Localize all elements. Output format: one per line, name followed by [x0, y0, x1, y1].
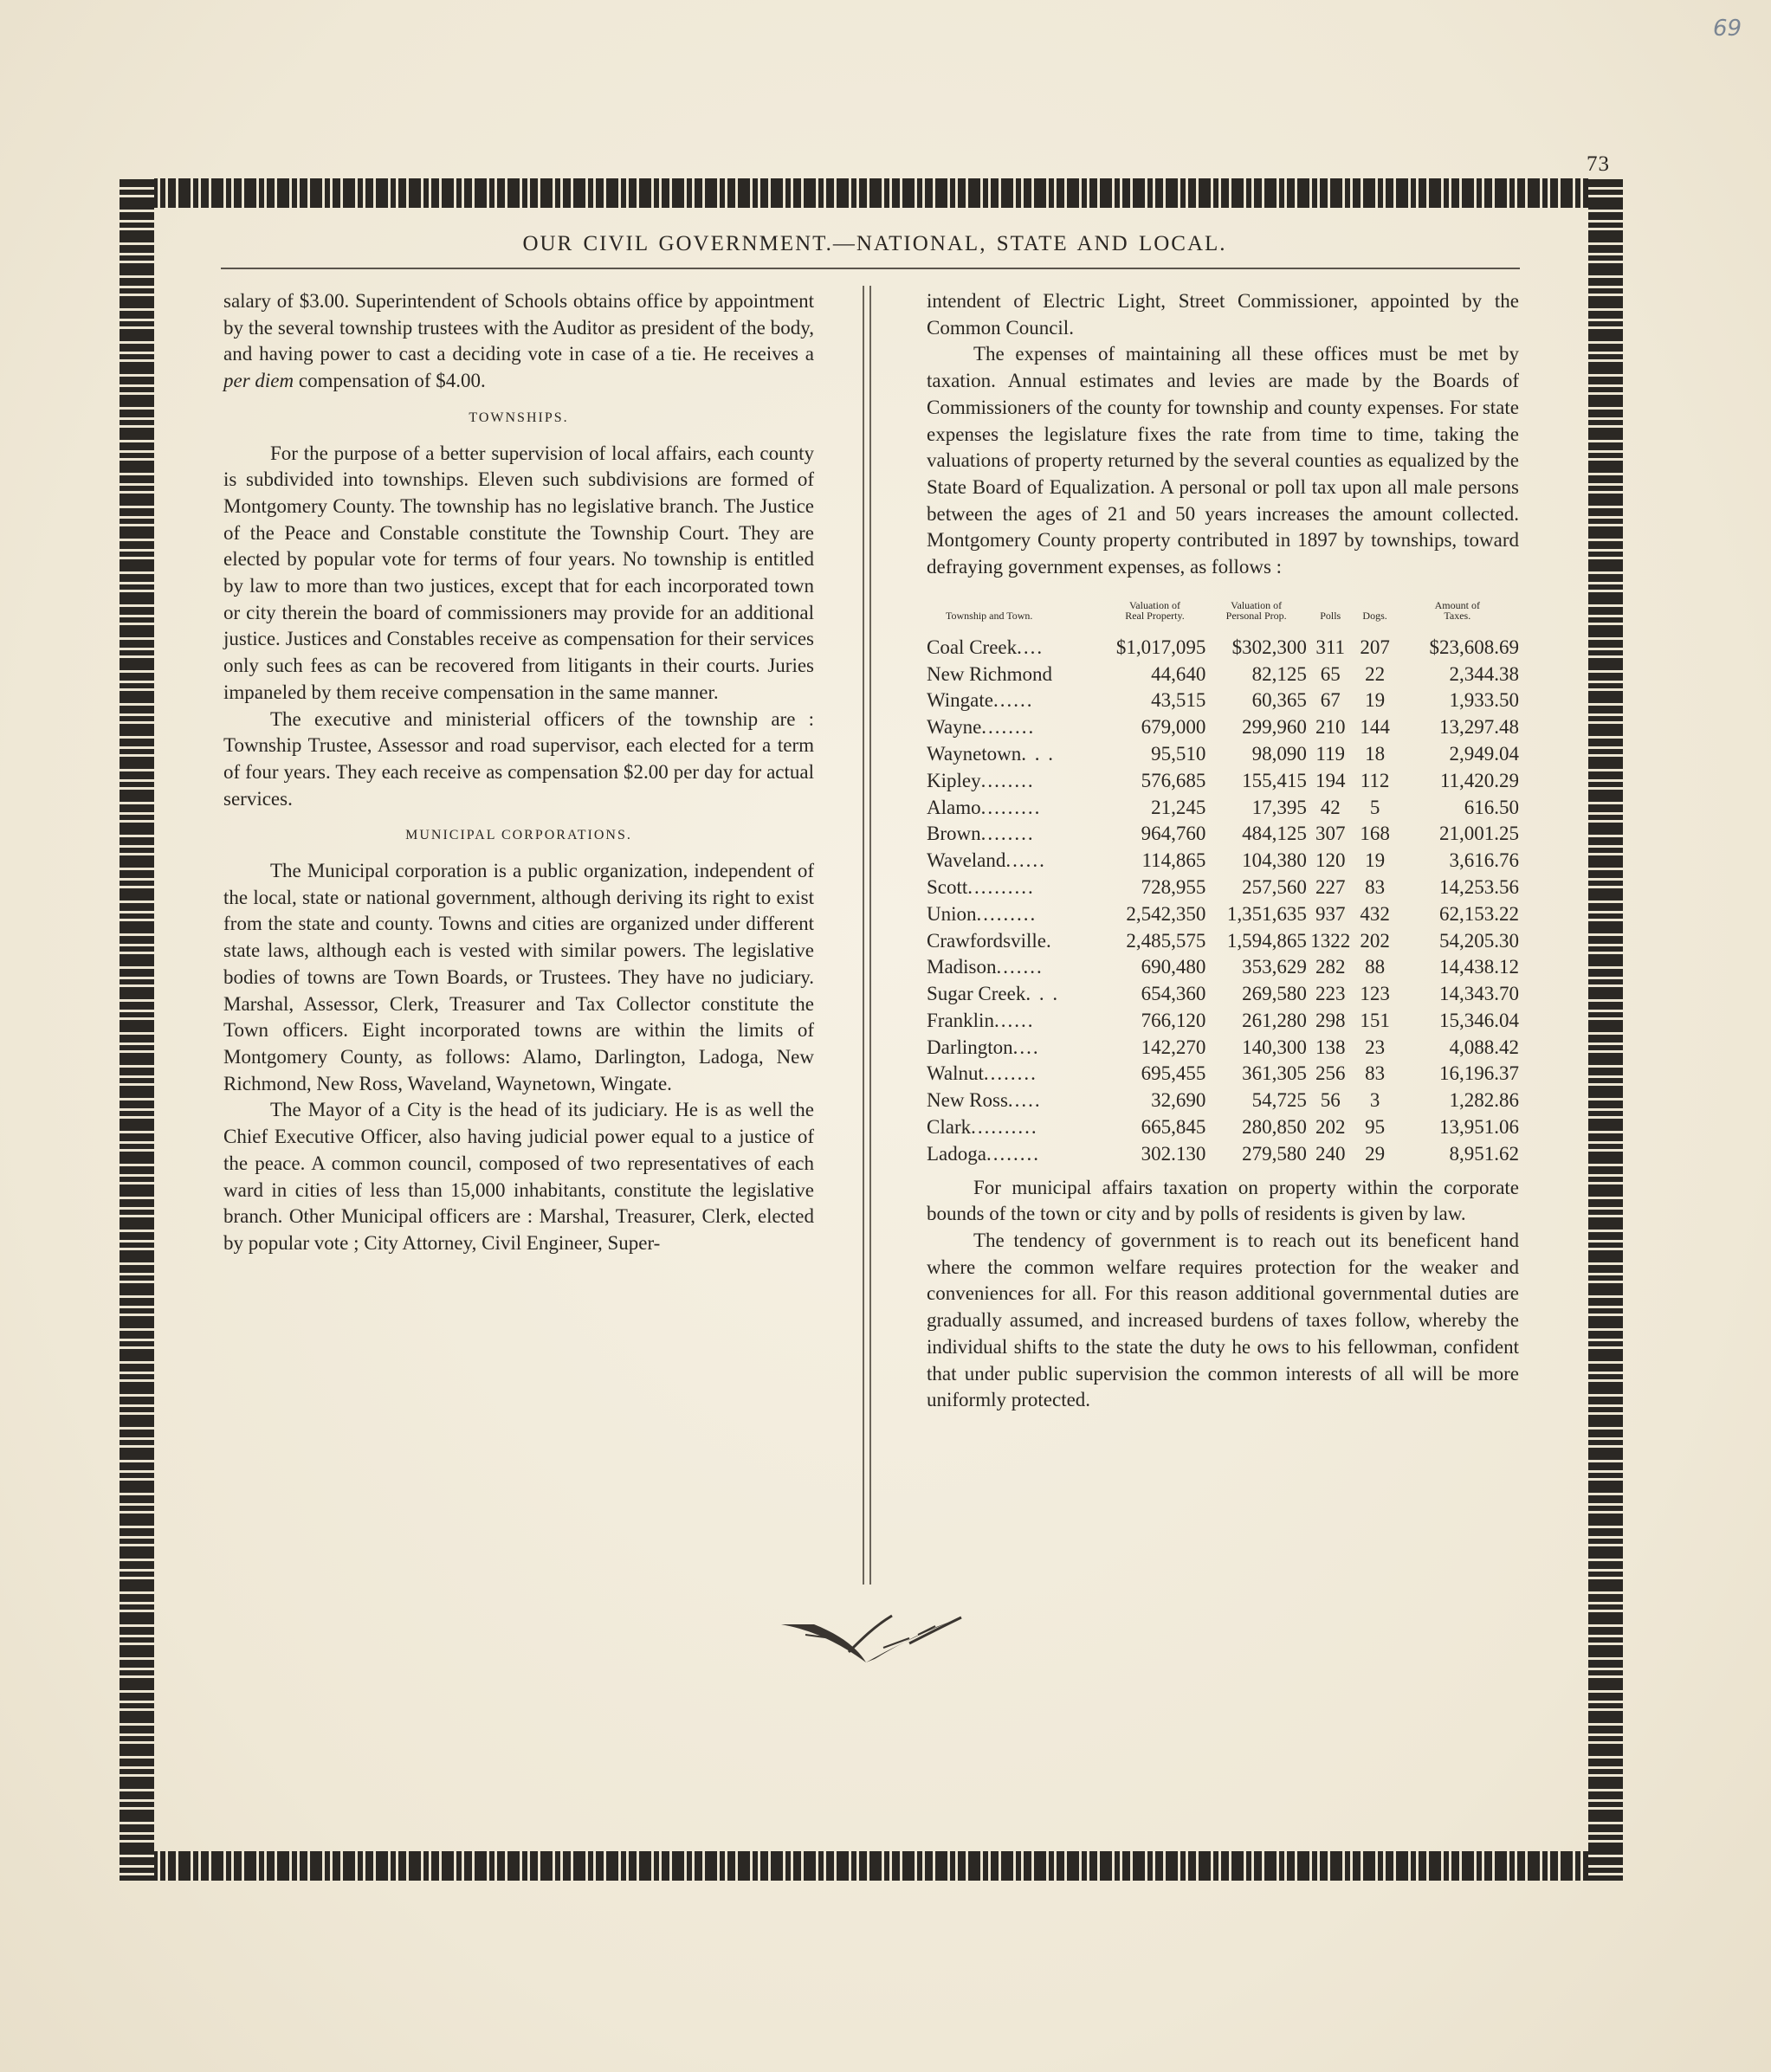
cell-taxes: 21,001.25	[1439, 823, 1519, 845]
cell-dogs: 112	[1360, 769, 1390, 791]
cell-real-property: 964,760	[1141, 823, 1206, 845]
header-real-property: Valuation of Real Property.	[1125, 598, 1185, 622]
cell-real-property: 690,480	[1141, 956, 1206, 978]
cell-real-property: 679,000	[1141, 716, 1206, 739]
cell-real-property: 576,685	[1141, 769, 1206, 791]
cell-town: Walnut........	[927, 1062, 1037, 1085]
cell-personal-property: 353,629	[1242, 956, 1307, 978]
cell-dogs: 18	[1365, 742, 1386, 765]
cell-polls: 1322	[1310, 929, 1351, 952]
cell-polls: 937	[1315, 902, 1346, 925]
cell-taxes: 15,346.04	[1439, 1009, 1519, 1031]
cell-personal-property: 361,305	[1242, 1062, 1307, 1085]
cell-real-property: 142,270	[1141, 1036, 1206, 1058]
cell-personal-property: 269,580	[1242, 983, 1307, 1005]
table-row	[927, 1008, 1519, 1035]
cell-real-property: 654,360	[1141, 983, 1206, 1005]
cell-taxes: 8,951.62	[1449, 1142, 1519, 1165]
cell-dogs: 202	[1360, 929, 1390, 952]
cell-personal-property: 60,365	[1251, 689, 1307, 712]
cell-personal-property: 257,560	[1242, 875, 1307, 898]
cell-taxes: 13,297.48	[1439, 716, 1519, 739]
paragraph-tendency: The tendency of government is to reach out its beneficent hand where the common welfare requires protection for the weaker and conveniences for all. For this reason additional governmental duties are gradually assumed, and increased burdens of taxes follow, whereby the individual shifts to the state the duty he ows to his fellowman, confident that under public supervision the common interests of all will be more uniformly protected.	[927, 1230, 1519, 1411]
decorative-border-top	[120, 178, 1623, 208]
header-taxes: Amount of Taxes.	[1434, 598, 1480, 622]
cell-dogs: 83	[1365, 1062, 1386, 1085]
cell-dogs: 23	[1365, 1036, 1386, 1058]
cell-taxes: 1,282.86	[1449, 1089, 1519, 1112]
left-column	[223, 288, 814, 1257]
cell-dogs: 123	[1360, 983, 1390, 1005]
table-row	[927, 1141, 1519, 1168]
cell-polls: 138	[1315, 1036, 1346, 1058]
cell-town: Brown........	[927, 823, 1035, 845]
cell-town: Crawfordsville.	[927, 929, 1051, 952]
section-heading-municipal: MUNICIPAL CORPORATIONS.	[405, 828, 632, 843]
cell-dogs: 19	[1365, 849, 1386, 872]
cell-town: Waynetown. . .	[927, 742, 1056, 765]
table-row	[927, 687, 1519, 714]
cell-dogs: 144	[1360, 716, 1390, 739]
cell-dogs: 5	[1369, 796, 1380, 818]
paragraph-municipal: The Municipal corporation is a public organization, independent of the local, state or national government, although deriving its right to exist from the state and county. Towns and cities are organized under different state laws, although each is vested with similar powers. The legislative bodies of towns are Town Boards, or Trustees. They have no judiciary. Marshal, Assessor, Clerk, Treasurer and Tax Collector constitute the Town officers. Eight incorporated towns are within the limits of Montgomery County, as follows: Alamo, Darlington, Ladoga, New Richmond, New Ross, Waveland, Waynetown, Wingate.	[223, 860, 814, 1094]
paragraph-mayor: The Mayor of a City is the head of its judiciary. He is as well the Chief Executive Officer, also having judicial power equal to a justice of the peace. A common council, composed of two representatives of each ward in cities of less than 15,000 inhabitants, constitute the legislative branch. Other Municipal officers are : Marshal, Treasurer, Clerk, elected by popular vote ; City Attorney, Civil Engineer, Super-	[223, 1099, 814, 1254]
table-row	[927, 795, 1519, 822]
cell-town: New Richmond	[927, 662, 1053, 685]
cell-real-property: 2,542,350	[1126, 902, 1206, 925]
table-row	[927, 714, 1519, 741]
cell-town: Scott..........	[927, 875, 1035, 898]
cell-taxes: $23,608.69	[1429, 636, 1519, 658]
cell-personal-property: 261,280	[1242, 1009, 1307, 1031]
cell-real-property: 2,485,575	[1126, 929, 1206, 952]
cell-personal-property: 1,594,865	[1226, 929, 1307, 952]
table-row	[927, 1035, 1519, 1062]
table-row	[927, 821, 1519, 848]
cell-town: Wayne........	[927, 716, 1036, 739]
cell-town: Franklin......	[927, 1009, 1035, 1031]
page-header-title: OUR CIVIL GOVERNMENT.—NATIONAL, STATE AND LOCAL.	[522, 232, 1227, 255]
cell-town: Waveland......	[927, 849, 1046, 872]
cell-town: Madison.......	[927, 956, 1044, 978]
ornament-leaf-icon	[779, 1609, 970, 1669]
cell-real-property: 728,955	[1141, 875, 1206, 898]
cell-polls: 42	[1320, 796, 1341, 818]
handwritten-page-note: 69	[1713, 16, 1742, 42]
table-row	[927, 901, 1519, 928]
cell-personal-property: 98,090	[1251, 742, 1307, 765]
cell-polls: 65	[1320, 662, 1341, 685]
cell-polls: 223	[1315, 983, 1346, 1005]
cell-dogs: 207	[1360, 636, 1390, 658]
cell-polls: 282	[1315, 956, 1346, 978]
right-column	[927, 288, 1519, 1414]
cell-real-property: 95,510	[1151, 742, 1206, 765]
paragraph-municipal-taxation: For municipal affairs taxation on property within the corporate bounds of the town or city and by polls of residents is given by law.	[927, 1176, 1519, 1225]
tax-table-body	[927, 635, 1519, 1168]
table-row	[927, 662, 1519, 688]
table-row	[927, 848, 1519, 875]
cell-taxes: 2,344.38	[1449, 662, 1519, 685]
cell-polls: 202	[1315, 1116, 1346, 1139]
cell-personal-property: 140,300	[1242, 1036, 1307, 1058]
cell-dogs: 19	[1365, 689, 1386, 712]
cell-dogs: 22	[1365, 662, 1386, 685]
cell-dogs: 168	[1360, 823, 1390, 845]
cell-polls: 311	[1315, 636, 1346, 658]
header-rule	[221, 268, 1520, 269]
cell-town: Ladoga........	[927, 1142, 1040, 1165]
table-header-row	[927, 600, 1519, 635]
cell-personal-property: 17,395	[1251, 796, 1307, 818]
cell-taxes: 16,196.37	[1439, 1062, 1519, 1085]
cell-town: Alamo.........	[927, 796, 1042, 818]
cell-taxes: 14,438.12	[1439, 956, 1519, 978]
cell-personal-property: 299,960	[1242, 716, 1307, 739]
cell-polls: 210	[1315, 716, 1346, 739]
table-row	[927, 768, 1519, 795]
cell-personal-property: 82,125	[1251, 662, 1307, 685]
section-heading-townships: TOWNSHIPS.	[469, 410, 569, 425]
cell-taxes: 13,951.06	[1439, 1116, 1519, 1139]
table-row	[927, 635, 1519, 662]
cell-town: Union.........	[927, 902, 1037, 925]
cell-dogs: 83	[1365, 875, 1386, 898]
cell-taxes: 14,343.70	[1439, 983, 1519, 1005]
cell-personal-property: 104,380	[1242, 849, 1307, 872]
cell-town: Kipley........	[927, 769, 1035, 791]
cell-taxes: 14,253.56	[1439, 875, 1519, 898]
cell-town: Wingate......	[927, 689, 1034, 712]
cell-polls: 256	[1315, 1062, 1346, 1085]
cell-real-property: 21,245	[1151, 796, 1206, 818]
paragraph-township-officers: The executive and ministerial officers of the township are : Township Trustee, Assessor and road supervisor, each elected for a term of four years. They each receive as compensation $2.00 per day for actual services.	[223, 707, 814, 810]
table-row	[927, 954, 1519, 981]
table-row	[927, 1088, 1519, 1114]
cell-dogs: 95	[1365, 1116, 1386, 1139]
cell-personal-property: 54,725	[1251, 1089, 1307, 1112]
paragraph-appointed: intendent of Electric Light, Street Commissioner, appointed by the Common Council.	[927, 290, 1519, 339]
paragraph-expenses: The expenses of maintaining all these offices must be met by taxation. Annual estimates and levies are made by the Boards of Commissioners of the county for township and county expenses. For state expenses the legislature fixes the rate from time to time, taking the valuations of property returned by the several counties as equalized by the State Board of Equalization. A personal or poll tax upon all male persons between the ages of 21 and 50 years increases the amount collected. Montgomery County property contributed in 1897 by townships, toward defraying government expenses, as follows :	[927, 343, 1519, 578]
header-dogs: Dogs.	[1362, 609, 1387, 622]
table-row	[927, 1114, 1519, 1141]
cell-town: Coal Creek....	[927, 636, 1044, 658]
page-number: 73	[1587, 152, 1610, 176]
cell-real-property: 302.130	[1141, 1142, 1206, 1165]
cell-real-property: 114,865	[1141, 849, 1206, 872]
table-row	[927, 928, 1519, 955]
decorative-border-left	[120, 178, 154, 1881]
cell-taxes: 2,949.04	[1449, 742, 1519, 765]
paragraph-townships: For the purpose of a better supervision of local affairs, each county is subdivided into townships. Eleven such subdivisions are formed of Montgomery County. The township has no legislative branch. The Justice of the Peace and Constable constitute the Township Court. They are elected by popular vote for terms of four years. No township is entitled by law to more than two justices, except that for each incorporated town or city therein the board of commissioners may provide for an additional justice. Justices and Constables receive as compensation for their services only such fees as can be recovered from litigants in their courts. Juries impaneled by them receive compensation in the same manner.	[223, 442, 814, 703]
table-row	[927, 741, 1519, 768]
header-polls: Polls	[1320, 609, 1341, 622]
cell-personal-property: 484,125	[1242, 823, 1307, 845]
cell-polls: 67	[1320, 689, 1341, 712]
cell-dogs: 432	[1360, 902, 1390, 925]
table-row	[927, 875, 1519, 901]
cell-polls: 194	[1315, 769, 1346, 791]
cell-dogs: 88	[1365, 956, 1386, 978]
column-divider	[863, 286, 871, 1585]
cell-personal-property: 155,415	[1242, 769, 1307, 791]
cell-dogs: 151	[1360, 1009, 1390, 1031]
header-town: Township and Town.	[946, 609, 1033, 622]
paragraph-superintendent: salary of $3.00. Superintendent of Schools obtains office by appointment by the several township trustees with the Auditor as president of the body, and having power to cast a deciding vote in case of a tie. He receives a per diem compensation of $4.00.	[223, 290, 814, 392]
cell-town: Sugar Creek. . .	[927, 983, 1060, 1005]
cell-town: Clark..........	[927, 1116, 1038, 1139]
table-row	[927, 981, 1519, 1008]
cell-taxes: 616.50	[1464, 796, 1519, 818]
decorative-border-bottom	[120, 1851, 1623, 1881]
cell-polls: 227	[1315, 875, 1346, 898]
cell-real-property: 766,120	[1141, 1009, 1206, 1031]
cell-town: New Ross.....	[927, 1089, 1042, 1112]
table-row	[927, 1061, 1519, 1088]
cell-polls: 240	[1315, 1142, 1346, 1165]
cell-real-property: 44,640	[1151, 662, 1206, 685]
cell-personal-property: 1,351,635	[1226, 902, 1307, 925]
cell-personal-property: 280,850	[1242, 1116, 1307, 1139]
cell-polls: 298	[1315, 1009, 1346, 1031]
cell-taxes: 62,153.22	[1439, 902, 1519, 925]
cell-taxes: 54,205.30	[1439, 929, 1519, 952]
cell-town: Darlington....	[927, 1036, 1040, 1058]
cell-dogs: 29	[1365, 1142, 1386, 1165]
cell-real-property: 665,845	[1141, 1116, 1206, 1139]
cell-real-property: 32,690	[1151, 1089, 1206, 1112]
cell-polls: 120	[1315, 849, 1346, 872]
cell-taxes: 11,420.29	[1439, 769, 1519, 791]
cell-taxes: 4,088.42	[1449, 1036, 1519, 1058]
cell-dogs: 3	[1369, 1089, 1380, 1112]
cell-polls: 119	[1315, 742, 1346, 765]
cell-taxes: 1,933.50	[1449, 689, 1519, 712]
cell-personal-property: 279,580	[1242, 1142, 1307, 1165]
cell-personal-property: $302,300	[1231, 636, 1307, 658]
cell-real-property: 43,515	[1151, 689, 1206, 712]
cell-polls: 56	[1320, 1089, 1341, 1112]
tax-table	[927, 600, 1519, 1168]
cell-real-property: $1,017,095	[1115, 636, 1206, 658]
header-personal-property: Valuation of Personal Prop.	[1225, 598, 1287, 622]
decorative-border-right	[1588, 178, 1623, 1881]
cell-taxes: 3,616.76	[1449, 849, 1519, 872]
cell-polls: 307	[1315, 823, 1346, 845]
cell-real-property: 695,455	[1141, 1062, 1206, 1085]
